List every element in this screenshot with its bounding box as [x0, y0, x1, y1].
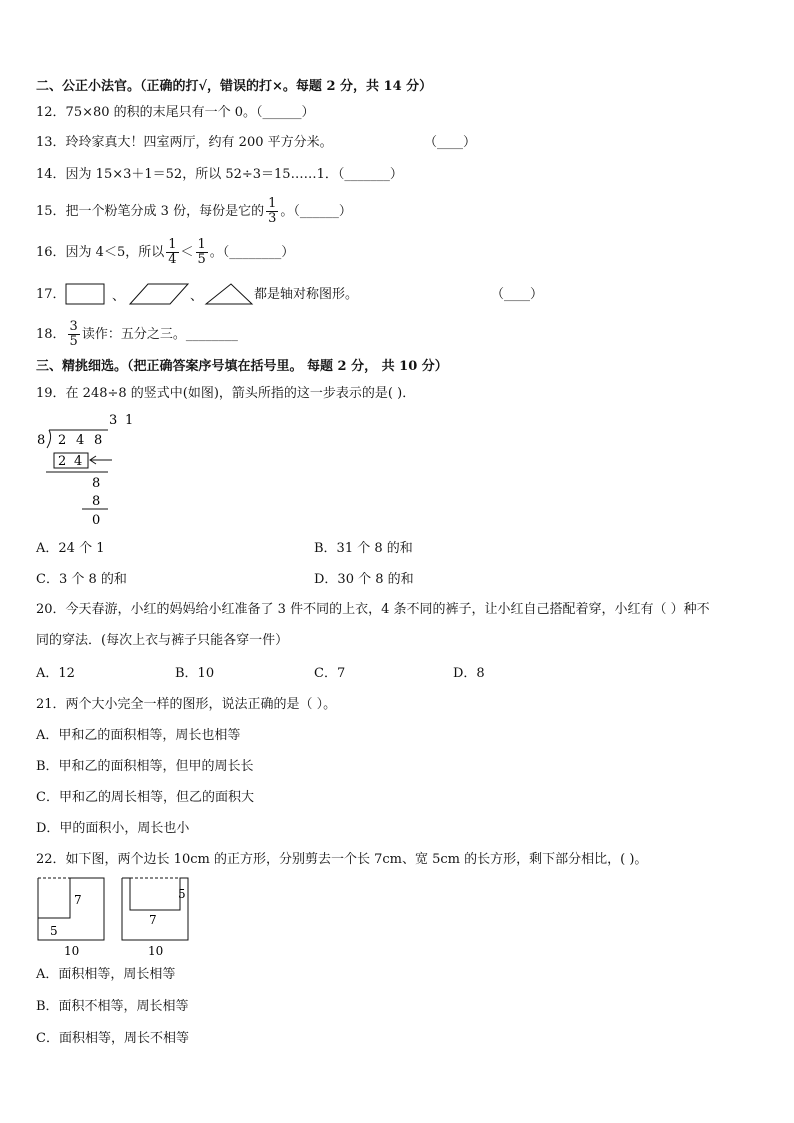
q21-option-b[interactable]: B．甲和乙的面积相等，但甲的周长长 — [36, 759, 254, 774]
frac-numerator: 1 — [197, 237, 206, 252]
q22-option-b[interactable]: B．面积不相等，周长相等 — [36, 999, 189, 1014]
question-17-number: 17． — [36, 287, 66, 302]
quotient-digit: 1 — [125, 413, 134, 428]
question-18-text: 读作：五分之三。________ — [81, 327, 238, 342]
question-18-number: 18． — [36, 327, 66, 342]
question-18 — [36, 319, 238, 351]
question-17-blank[interactable]: （____） — [491, 287, 544, 302]
q22-option-a[interactable]: A．面积相等，周长相等 — [36, 967, 176, 982]
q20-option-d[interactable]: D．8 — [453, 666, 485, 681]
frac-numerator: 1 — [168, 237, 177, 252]
frac-denominator: 3 — [268, 211, 277, 226]
figure-1-remaining-shape — [38, 878, 104, 940]
frac-numerator: 3 — [69, 319, 78, 334]
less-than-sign: ＜ — [180, 245, 194, 260]
figure-1-label-side: 7 — [74, 893, 82, 907]
question-15 — [36, 196, 352, 228]
frac-numerator: 1 — [268, 196, 277, 211]
section-2-title: 二、公正小法官。（正确的打√，错误的打×。每题 2 分，共 14 分） — [36, 79, 433, 94]
question-20-stem-line2: 同的穿法．(每次上衣与裤子只能各穿一件） — [36, 633, 289, 648]
q21-option-c[interactable]: C．甲和乙的周长相等，但乙的面积大 — [36, 790, 254, 805]
step-digit: 4 — [74, 454, 83, 469]
fraction-three-fifths — [68, 320, 80, 349]
question-14: 14．因为 15×3＋1＝52，所以 52÷3＝15……1．（_______） — [36, 167, 403, 182]
question-13-blank[interactable]: （____） — [424, 135, 477, 150]
division-bracket — [47, 430, 51, 448]
step-digit: 8 — [92, 476, 101, 491]
question-16 — [36, 237, 294, 269]
dividend-digit: 2 — [58, 433, 67, 448]
question-12: 12．75×80 的积的末尾只有一个 0。（______） — [36, 105, 315, 120]
figure-1 — [38, 878, 104, 958]
question-22-stem: 22．如下图，两个边长 10cm 的正方形，分别剪去一个长 7cm、宽 5cm 的长方形，剩下部分相比，( )。 — [36, 852, 648, 867]
figure-2 — [122, 878, 188, 958]
question-16-post: 。（________） — [209, 245, 295, 260]
fraction-one-fifth — [196, 238, 208, 267]
q22-figures — [34, 874, 204, 960]
q17-separator-2: 、 — [190, 289, 204, 304]
figure-1-label-bottom: 5 — [50, 924, 58, 938]
q20-option-b[interactable]: B．10 — [175, 666, 215, 681]
fraction-one-fourth — [166, 238, 178, 267]
figure-1-cut-dashed — [38, 878, 70, 918]
q20-option-a[interactable]: A．12 — [36, 666, 75, 681]
q21-option-d[interactable]: D．甲的面积小，周长也小 — [36, 821, 190, 836]
q19-option-b[interactable]: B．31 个 8 的和 — [314, 541, 413, 556]
parallelogram-shape — [130, 284, 188, 304]
dividend-digit: 8 — [94, 433, 103, 448]
question-13-text: 13．玲玲家真大！四室两厅，约有 200 平方分米。 — [36, 135, 333, 150]
frac-denominator: 5 — [69, 334, 78, 349]
q20-option-c[interactable]: C．7 — [314, 666, 346, 681]
step-digit: 8 — [92, 494, 101, 509]
rectangle-shape — [66, 284, 104, 304]
divisor: 8 — [37, 433, 46, 448]
figure-2-label-side: 5 — [178, 887, 186, 901]
frac-denominator: 4 — [168, 252, 177, 267]
frac-denominator: 5 — [197, 252, 206, 267]
question-21-stem: 21．两个大小完全一样的图形，说法正确的是（ ）。 — [36, 697, 337, 712]
figure-2-label-inner: 7 — [149, 913, 157, 927]
q21-option-a[interactable]: A．甲和乙的面积相等，周长也相等 — [36, 728, 241, 743]
section-3-title: 三、精挑细选。（把正确答案序号填在括号里。 每题 2 分， 共 10 分） — [36, 359, 448, 374]
quotient-digit: 3 — [109, 413, 118, 428]
q19-option-a[interactable]: A．24 个 1 — [36, 541, 105, 556]
figure-2-label-base: 10 — [148, 944, 164, 958]
q19-option-d[interactable]: D．30 个 8 的和 — [314, 572, 414, 587]
remainder: 0 — [92, 513, 101, 528]
question-16-pre: 16．因为 4＜5，所以 — [36, 245, 165, 260]
triangle-shape — [206, 284, 252, 304]
figure-1-label-base: 10 — [64, 944, 80, 958]
q22-option-c[interactable]: C．面积相等，周长不相等 — [36, 1031, 189, 1046]
question-15-pre: 15．把一个粉笔分成 3 份，每份是它的 — [36, 204, 265, 219]
step-digit: 2 — [58, 454, 67, 469]
question-15-post: 。（______） — [280, 204, 352, 219]
q19-option-c[interactable]: C．3 个 8 的和 — [36, 572, 127, 587]
question-17-text: 都是轴对称图形。 — [254, 287, 359, 302]
fraction-one-third — [266, 197, 278, 226]
q17-shapes — [64, 282, 254, 308]
question-13 — [36, 134, 333, 152]
q17-separator-1: 、 — [112, 289, 126, 304]
dividend-digit: 4 — [76, 433, 85, 448]
question-20-stem-line1: 20．今天春游，小红的妈妈给小红准备了 3 件不同的上衣，4 条不同的裤子，让小红自己搭配着穿，小红有（ ）种不 — [36, 602, 710, 617]
long-division-figure — [34, 408, 134, 530]
question-19-stem: 19．在 248÷8 的竖式中(如图)，箭头所指的这一步表示的是( )． — [36, 386, 416, 401]
